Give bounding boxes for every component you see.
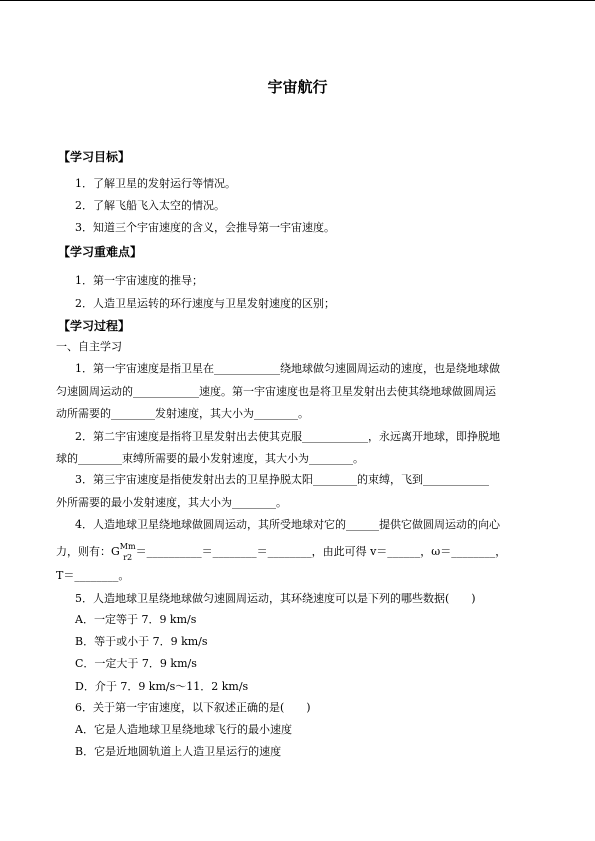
question-2-line: 2．第二宇宙速度是指将卫星发射出去使其克服____________，永远离开地球，即挣脱地 bbox=[75, 430, 500, 443]
goal-item: 1．了解卫星的发射运行等情况。 bbox=[75, 177, 236, 190]
goal-item: 3．知道三个宇宙速度的含义，会推导第一宇宙速度。 bbox=[75, 221, 335, 234]
question-6-option: B．它是近地圆轨道上人造卫星运行的速度 bbox=[75, 745, 282, 758]
question-5-option: A．一定等于 7．9 km/s bbox=[75, 613, 197, 626]
fraction-denominator: r2 bbox=[123, 553, 133, 562]
section-heading-goals: 【学习目标】 bbox=[58, 150, 131, 164]
formula-rest: ＝__________＝________＝________，由此可得 v＝______，ω＝________， bbox=[135, 545, 507, 558]
question-6-option: A．它是人造地球卫星绕地球飞行的最小速度 bbox=[75, 723, 292, 736]
page-top-border bbox=[0, 0, 595, 1]
goal-item: 2．了解飞船飞入太空的情况。 bbox=[75, 199, 225, 212]
fraction-numerator: Mm bbox=[119, 542, 136, 551]
question-6-stem: 6．关于第一宇宙速度，以下叙述正确的是( ) bbox=[75, 701, 311, 714]
question-1-line: 1．第一宇宙速度是指卫星在____________绕地球做匀速圆周运动的速度，也是绕地球做 bbox=[75, 362, 500, 375]
question-3-line: 3．第三宇宙速度是指使发射出去的卫星挣脱太阳________的束缚，飞到____________ bbox=[75, 473, 489, 486]
question-5-option: C．一定大于 7．9 km/s bbox=[75, 657, 197, 670]
subsection-heading: 一、自主学习 bbox=[56, 340, 122, 353]
question-5-option: B．等于或小于 7．9 km/s bbox=[75, 635, 208, 648]
key-point-item: 2．人造卫星运转的环行速度与卫星发射速度的区别； bbox=[75, 297, 335, 310]
question-3-line: 外所需要的最小发射速度，其大小为________。 bbox=[56, 496, 287, 509]
question-5-stem: 5．人造地球卫星绕地球做匀速圆周运动，其环绕速度可以是下列的哪些数据( ) bbox=[75, 592, 476, 605]
question-4-line: T＝________。 bbox=[56, 569, 130, 582]
section-heading-key-points: 【学习重难点】 bbox=[58, 245, 143, 259]
question-4-formula-line bbox=[56, 541, 506, 563]
key-point-item: 1．第一宇宙速度的推导； bbox=[75, 274, 203, 287]
formula-prefix: 力，则有：G bbox=[56, 545, 120, 558]
question-4-line: 4．人造地球卫星绕地球做圆周运动，其所受地球对它的______提供它做圆周运动的向心 bbox=[75, 518, 500, 531]
question-5-option: D．介于 7．9 km/s～11．2 km/s bbox=[75, 680, 249, 693]
page-title: 宇宙航行 bbox=[267, 78, 328, 96]
section-heading-process: 【学习过程】 bbox=[58, 319, 131, 333]
question-1-line: 匀速圆周运动的____________速度。第一宇宙速度也是将卫星发射出去使其绕地球做圆周运 bbox=[56, 385, 496, 398]
question-2-line: 球的________束缚所需要的最小发射速度，其大小为________。 bbox=[56, 452, 364, 465]
fraction bbox=[120, 541, 136, 563]
question-1-line: 动所需要的________发射速度，其大小为________。 bbox=[56, 407, 309, 420]
